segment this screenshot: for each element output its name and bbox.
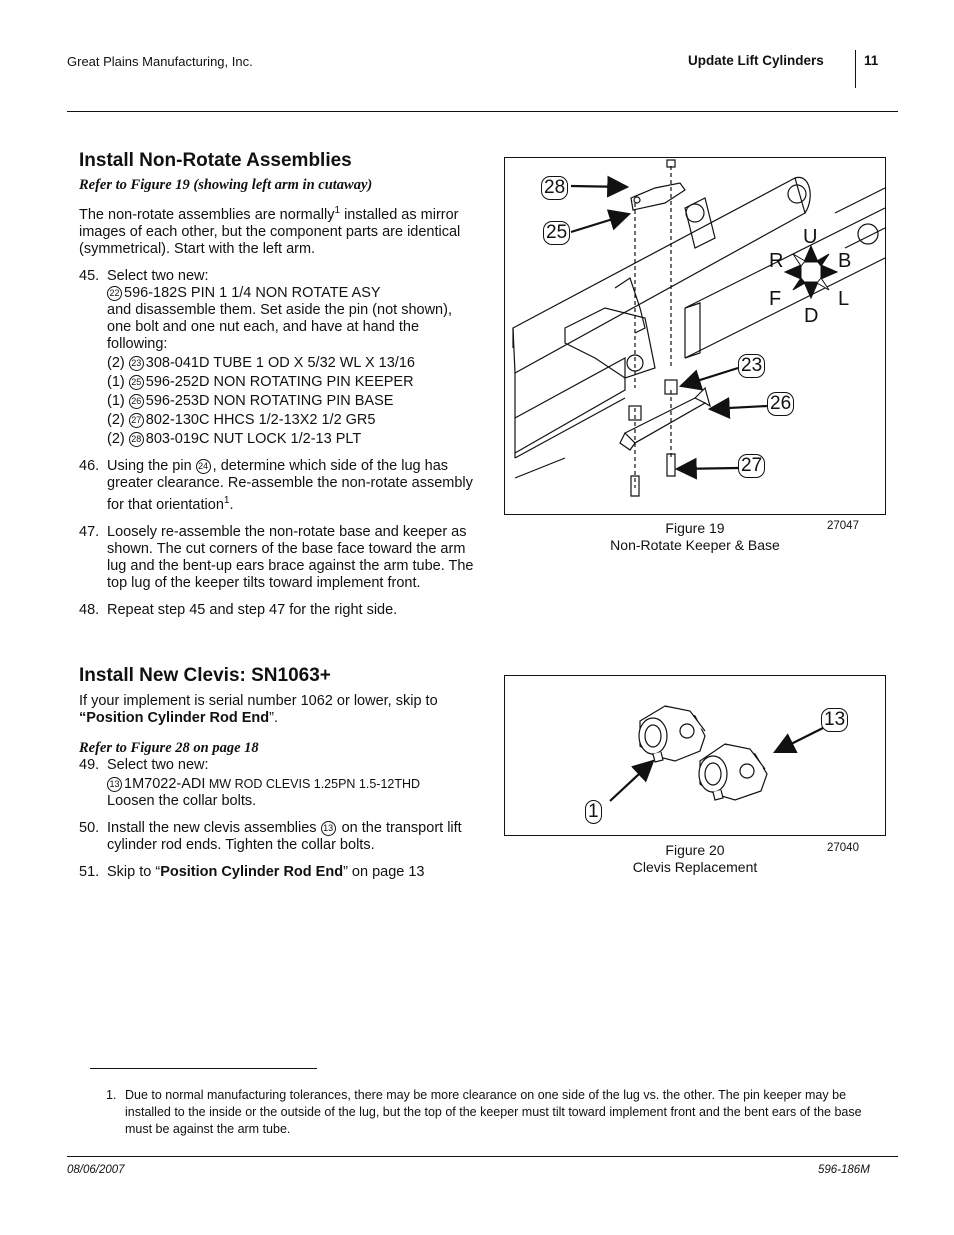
callout-1: 1 (585, 800, 602, 824)
section-title: Update Lift Cylinders (688, 53, 824, 68)
compass-lower-right-label: L (838, 288, 850, 310)
list-item: (2) 23 308-041D TUBE 1 OD X 5/32 WL X 13/16 (107, 354, 415, 371)
list-item: (2) 27 802-130C HHCS 1/2-13X2 1/2 GR5 (107, 411, 376, 428)
list-item: (1) 26 596-253D NON ROTATING PIN BASE (107, 392, 394, 409)
kit-part: 22 596-182S PIN 1 1/4 NON ROTATE ASY (107, 285, 474, 302)
figure-20-caption: Figure 20 Clevis Replacement (632, 842, 758, 875)
step-49: 49. Select two new: 13 1M7022-ADI MW ROD CLEVIS 1.25PN 1.5-12THD Loosen the collar bolts. (79, 757, 474, 810)
figure-20-number: 27040 (827, 842, 859, 854)
section1-reference: Refer to Figure 19 (showing left arm in cutaway) (79, 177, 373, 193)
clevis-part: 13 1M7022-ADI MW ROD CLEVIS 1.25PN 1.5-12THD (107, 776, 474, 793)
section-new-clevis (79, 665, 474, 881)
callout-28: 28 (541, 176, 568, 200)
section1-intro: The non-rotate assemblies are normally$^1$ installed as mirror images of each other, but the component parts are identical (symmetrical). Start with the left arm. (79, 205, 461, 257)
direction-compass (785, 246, 837, 298)
footer-date: 08/06/2007 (67, 1164, 125, 1176)
section2-reference: Refer to Figure 28 on page 18 (79, 740, 259, 756)
footnote: 1. Due to normal manufacturing tolerances, there may be more clearance on one side of the lug vs. the other. The pin keeper may be installed to the inside or the outside of the lug, but the top of the keeper must tilt toward implement front and the bent ears of the base must be against the arm tube. (106, 1088, 862, 1136)
clevis-drawing (505, 676, 885, 835)
step-47: 47. Loosely re-assemble the non-rotate base and keeper as shown. The cut corners of the base face toward the arm lug and the bent-up ears brace against the arm tube. The top lug of the keeper tilts toward implement front. (79, 523, 474, 591)
footer-rule (67, 1156, 898, 1157)
figure-20-illustration (504, 675, 886, 836)
list-item: (1) 25 596-252D NON ROTATING PIN KEEPER (107, 373, 414, 390)
footnote-rule (90, 1068, 317, 1069)
step-50: 50. Install the new clevis assemblies 13 on the transport lift cylinder rod ends. Tighten the collar bolts. (79, 820, 462, 853)
header-rule (67, 111, 898, 112)
callout-13: 13 (821, 708, 848, 732)
step-45: 45. Select two new: 22 596-182S PIN 1 1/4 NON ROTATE ASY and disassemble them. Set aside the pin (not shown), one bolt and one nut each, and have at hand the following: (2) 23 308-041D TUBE 1 OD X 5/32 WL X 13/16 (1) 25 596-252D NON ROTATING PIN KEEPER (1) 26 596-253D NON ROTATING PIN BASE (2) 27 802-130C HHCS 1/2-13X2 1/2 GR5 (2) 28 803-019C NUT LOCK 1/2-13 PLT (79, 268, 474, 448)
figure-19-number: 27047 (827, 520, 859, 532)
step-46: 46. Using the pin 24 , determine which side of the lug has greater clearance. Re-assemble the non-rotate assembly for that orientation$^1$. (79, 457, 473, 513)
header-divider (855, 50, 856, 88)
step-51: 51. Skip to “Position Cylinder Rod End” on page 13 (79, 864, 425, 880)
section1-title: Install Non-Rotate Assemblies (79, 150, 352, 171)
page-number: 11 (864, 53, 879, 68)
compass-lower-left-label: F (769, 288, 782, 310)
footer-doc-number: 596-186M (818, 1164, 870, 1176)
list-item: (2) 28 803-019C NUT LOCK 1/2-13 PLT (107, 430, 362, 447)
compass-left-label: R (769, 250, 784, 272)
callout-25: 25 (543, 221, 570, 245)
section2-title: Install New Clevis: SN1063+ (79, 665, 331, 686)
figure-19-caption: Figure 19 Non-Rotate Keeper & Base (610, 520, 780, 553)
step-48: 48. Repeat step 45 and step 47 for the right side. (79, 601, 398, 618)
section-non-rotate (79, 150, 474, 619)
compass-up-label: U (803, 226, 818, 248)
parts-list (107, 355, 474, 448)
compass-down-label: D (804, 305, 819, 327)
company-name: Great Plains Manufacturing, Inc. (67, 54, 253, 69)
compass-right-label: B (838, 250, 852, 272)
section2-intro: If your implement is serial number 1062 or lower, skip to “Position Cylinder Rod End”. (79, 693, 438, 726)
callout-27: 27 (738, 454, 765, 478)
figure-19-illustration (504, 157, 886, 515)
callout-arrows (505, 158, 885, 514)
callout-23: 23 (738, 354, 765, 378)
callout-26: 26 (767, 392, 794, 416)
